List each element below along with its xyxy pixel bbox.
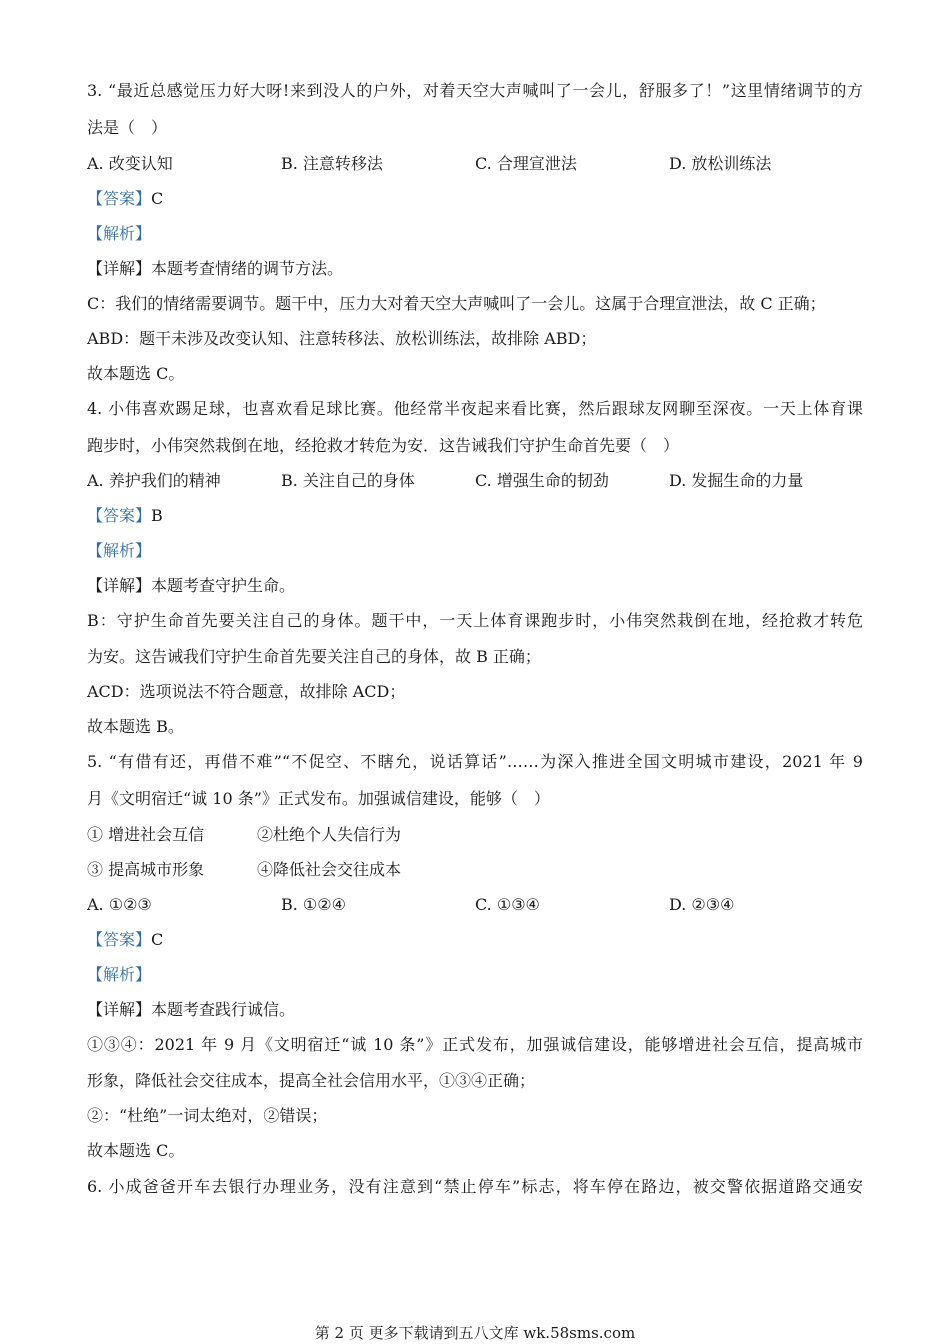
q6-stem-line1: 6. 小成爸爸开车去银行办理业务，没有注意到“禁止停车”标志，将车停在路边，被交警依据道路交通安 bbox=[87, 1177, 863, 1196]
q4-explanation-1: B：守护生命首先要关注自己的身体。题干中，一天上体育课跑步时，小伟突然栽倒在地，经抢救才转危 bbox=[87, 611, 863, 630]
q3-option-a: A. 改变认知 bbox=[87, 154, 173, 173]
q4-explanation-2: 为安。这告诫我们守护生命首先要关注自己的身体，故 B 正确； bbox=[87, 647, 541, 666]
q5-detail: 【详解】本题考查践行诚信。 bbox=[87, 1000, 296, 1019]
q5-stem-line2: 月《文明宿迁“诚 10 条”》正式发布。加强诚信建设，能够（ ） bbox=[87, 789, 550, 808]
q5-explanation-3: ②：“杜绝”一词太绝对，②错误； bbox=[87, 1106, 328, 1125]
q3-explanation-2: ABD：题干未涉及改变认知、注意转移法、放松训练法，故排除 ABD； bbox=[87, 329, 597, 348]
q3-stem-line2: 法是（ ） bbox=[87, 118, 168, 137]
q3-options bbox=[87, 153, 863, 175]
q3-answer bbox=[87, 188, 163, 210]
q3-option-d: D. 放松训练法 bbox=[669, 154, 772, 173]
q4-option-a: A. 养护我们的精神 bbox=[87, 471, 221, 490]
q5-statement-2: ②杜绝个人失信行为 bbox=[257, 825, 402, 844]
q4-option-c: C. 增强生命的韧劲 bbox=[475, 471, 609, 490]
answer-value: C bbox=[151, 189, 164, 208]
q5-option-b: B. ①②④ bbox=[281, 895, 346, 914]
q5-options bbox=[87, 894, 863, 916]
q3-explanation-1: C：我们的情绪需要调节。题干中，压力大对着天空大声喊叫了一会儿。这属于合理宣泄法，故 C 正确； bbox=[87, 294, 826, 313]
q3-analysis-tag: 【解析】 bbox=[87, 224, 152, 243]
q5-stem-line1: 5. “有借有还，再借不难”“不促空、不瞎允，说话算话”……为深入推进全国文明城市建设，2021 年 9 bbox=[87, 752, 863, 771]
answer-value: B bbox=[151, 506, 163, 525]
q5-option-d: D. ②③④ bbox=[669, 895, 735, 914]
q5-analysis-tag: 【解析】 bbox=[87, 965, 152, 984]
q3-stem-line1: 3. “最近总感觉压力好大呀!来到没人的户外，对着天空大声喊叫了一会儿，舒服多了！”这里情绪调节的方 bbox=[87, 81, 863, 100]
q3-option-c: C. 合理宣泄法 bbox=[475, 154, 577, 173]
q4-option-b: B. 关注自己的身体 bbox=[281, 471, 415, 490]
q5-statement-1: ① 增进社会互信 bbox=[87, 825, 205, 844]
q5-statements-row1 bbox=[87, 824, 487, 846]
q4-stem-line2: 跑步时，小伟突然栽倒在地，经抢救才转危为安．这告诫我们守护生命首先要（ ） bbox=[87, 436, 680, 455]
page-footer: 第 2 页 更多下载请到五八文库 wk.58sms.com bbox=[314, 1324, 636, 1342]
q4-analysis-tag: 【解析】 bbox=[87, 541, 152, 560]
q5-statements-row2 bbox=[87, 859, 487, 881]
q3-detail: 【详解】本题考查情绪的调节方法。 bbox=[87, 259, 344, 278]
q4-answer bbox=[87, 505, 163, 527]
q5-option-c: C. ①③④ bbox=[475, 895, 540, 914]
answer-tag: 【答案】 bbox=[87, 930, 152, 949]
q4-explanation-3: ACD：选项说法不符合题意，故排除 ACD； bbox=[87, 682, 406, 701]
q5-answer bbox=[87, 929, 163, 951]
q4-options bbox=[87, 470, 863, 492]
q3-conclusion: 故本题选 C。 bbox=[87, 364, 185, 383]
q4-option-d: D. 发掘生命的力量 bbox=[669, 471, 804, 490]
answer-tag: 【答案】 bbox=[87, 506, 152, 525]
q4-detail: 【详解】本题考查守护生命。 bbox=[87, 576, 296, 595]
q5-explanation-1: ①③④：2021 年 9 月《文明宿迁“诚 10 条”》正式发布，加强诚信建设，能够增进社会互信，提高城市 bbox=[87, 1035, 863, 1054]
q4-stem-line1: 4. 小伟喜欢踢足球，也喜欢看足球比赛。他经常半夜起来看比赛，然后跟球友网聊至深夜。一天上体育课 bbox=[87, 399, 863, 418]
answer-tag: 【答案】 bbox=[87, 189, 152, 208]
q3-option-b: B. 注意转移法 bbox=[281, 154, 383, 173]
answer-value: C bbox=[151, 930, 164, 949]
q5-option-a: A. ①②③ bbox=[87, 895, 152, 914]
q5-conclusion: 故本题选 C。 bbox=[87, 1141, 185, 1160]
q4-conclusion: 故本题选 B。 bbox=[87, 717, 184, 736]
q5-statement-3: ③ 提高城市形象 bbox=[87, 860, 205, 879]
q5-explanation-2: 形象，降低社会交往成本，提高全社会信用水平，①③④正确； bbox=[87, 1071, 536, 1090]
q5-statement-4: ④降低社会交往成本 bbox=[257, 860, 402, 879]
